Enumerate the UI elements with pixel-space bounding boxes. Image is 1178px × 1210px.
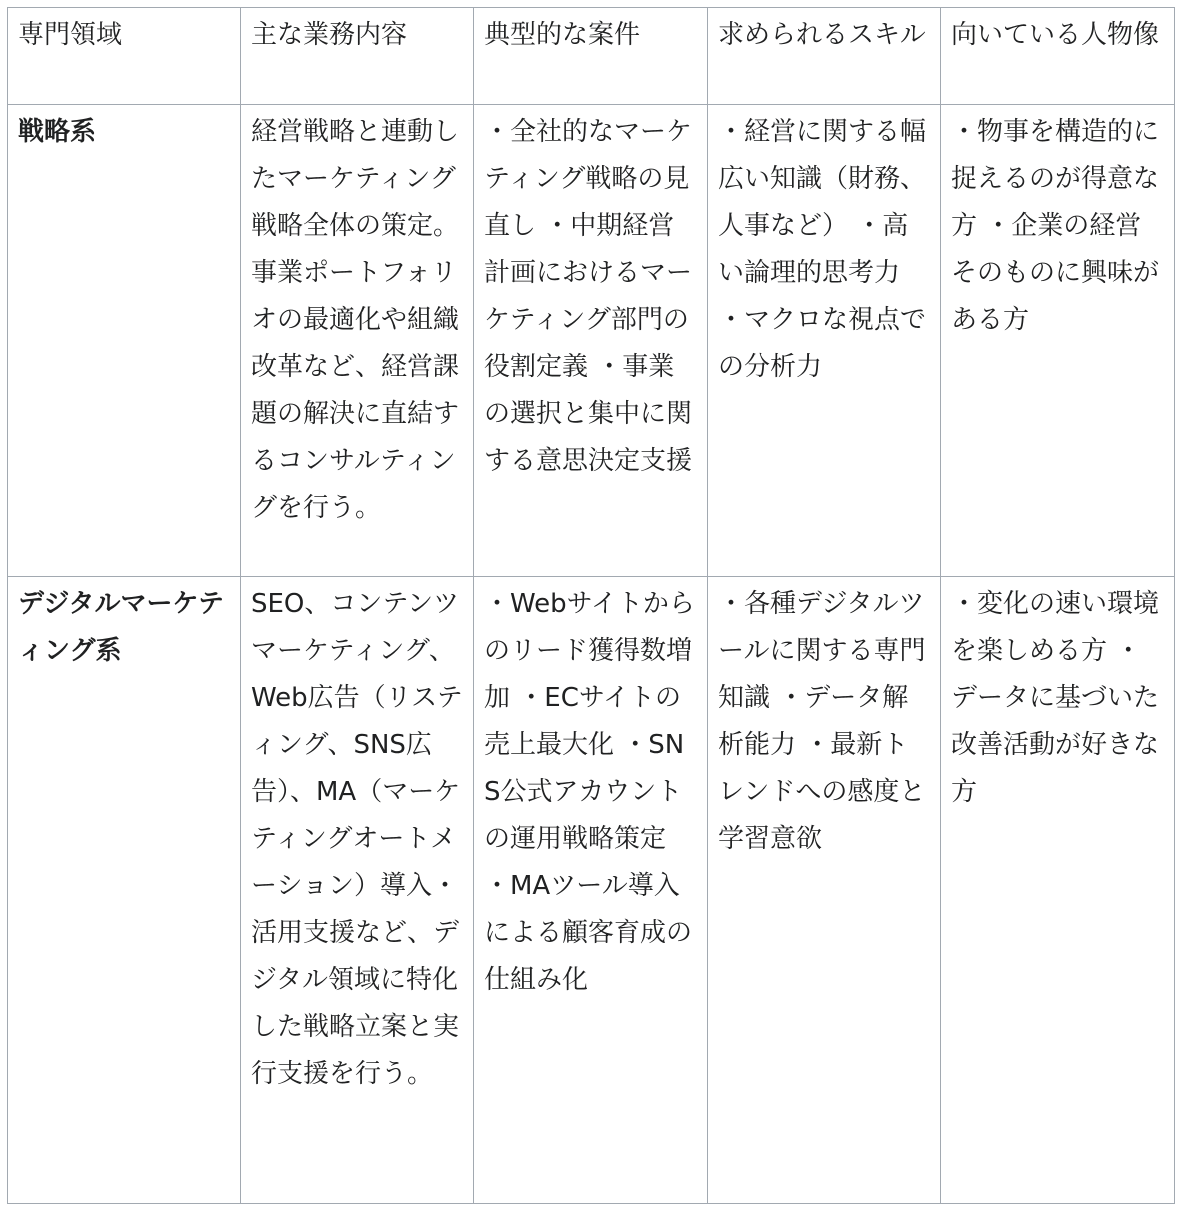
cell-typical-projects: ・全社的なマーケティング戦略の見直し ・中期経営計画におけるマーケティング部門の役割定義 ・事業の選択と集中に関する意思決定支援 <box>474 105 708 577</box>
comparison-table <box>7 7 1175 1204</box>
table-row <box>8 105 1175 577</box>
row-specialty: デジタルマーケティング系 <box>8 577 241 1204</box>
header-specialty: 専門領域 <box>8 8 241 105</box>
row-specialty: 戦略系 <box>8 105 241 577</box>
header-typical-projects: 典型的な案件 <box>474 8 708 105</box>
header-main-work: 主な業務内容 <box>241 8 474 105</box>
table-header-row <box>8 8 1175 105</box>
cell-typical-projects: ・Webサイトからのリード獲得数増加 ・ECサイトの売上最大化 ・SNS公式アカウントの運用戦略策定 ・MAツール導入による顧客育成の仕組み化 <box>474 577 708 1204</box>
table-row <box>8 577 1175 1204</box>
cell-suitable-persona: ・物事を構造的に捉えるのが得意な方 ・企業の経営そのものに興味がある方 <box>941 105 1175 577</box>
cell-main-work: 経営戦略と連動したマーケティング戦略全体の策定。事業ポートフォリオの最適化や組織改革など、経営課題の解決に直結するコンサルティングを行う。 <box>241 105 474 577</box>
cell-required-skills: ・経営に関する幅広い知識（財務、人事など） ・高い論理的思考力 ・マクロな視点での分析力 <box>708 105 941 577</box>
cell-required-skills: ・各種デジタルツールに関する専門知識 ・データ解析能力 ・最新トレンドへの感度と学習意欲 <box>708 577 941 1204</box>
cell-main-work: SEO、コンテンツマーケティング、Web広告（リスティング、SNS広告）、MA（マーケティングオートメーション）導入・活用支援など、デジタル領域に特化した戦略立案と実行支援を行う。 <box>241 577 474 1204</box>
header-suitable-persona: 向いている人物像 <box>941 8 1175 105</box>
cell-suitable-persona: ・変化の速い環境を楽しめる方 ・データに基づいた改善活動が好きな方 <box>941 577 1175 1204</box>
header-required-skills: 求められるスキル <box>708 8 941 105</box>
